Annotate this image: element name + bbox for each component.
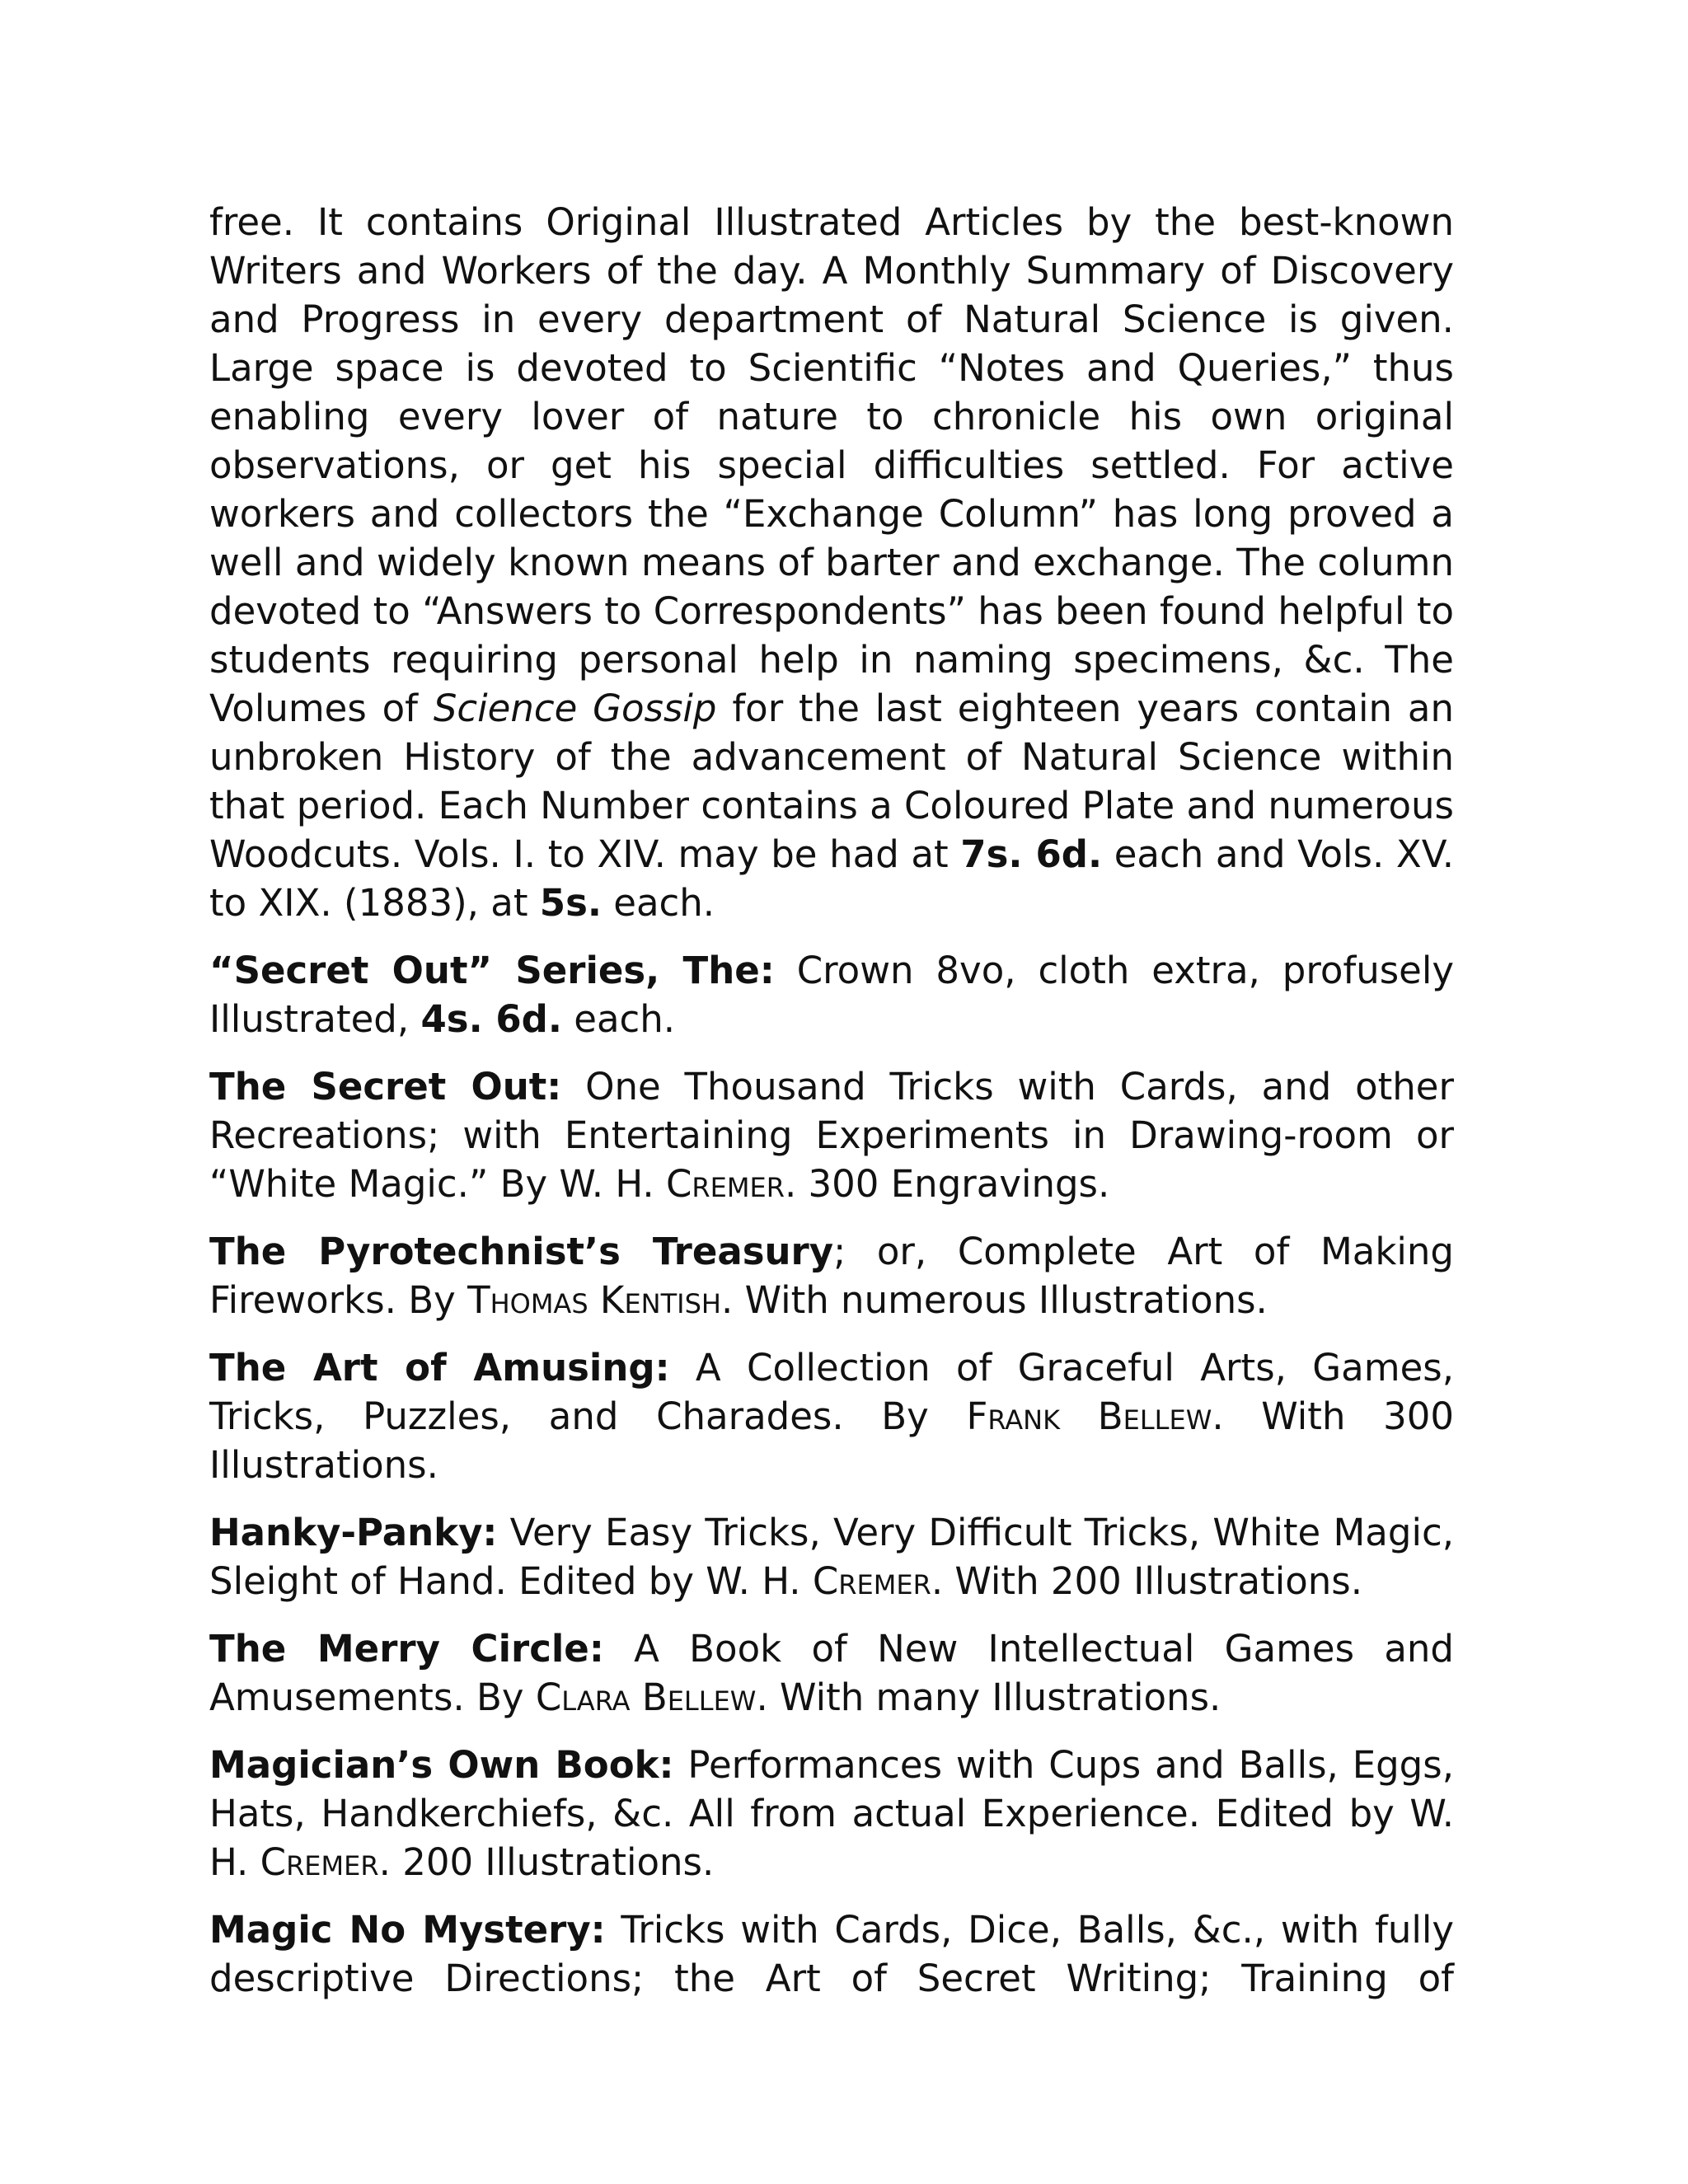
- entry-title: “Secret Out” Series, The:: [209, 949, 775, 992]
- entry-text: each.: [561, 997, 676, 1041]
- entry-title: Magic No Mystery:: [209, 1908, 606, 1952]
- entry-author: Frank Bellew: [966, 1394, 1212, 1438]
- price: 4s. 6d.: [420, 997, 562, 1041]
- entry-text: A Collection of Graceful Arts, Games, Tricks, Puzzles, and Charades. By: [209, 1346, 1455, 1438]
- entry-title: The Secret Out:: [209, 1065, 562, 1108]
- entry-text: Very Easy Tricks, Very Difficult Tricks, White Magic, Sleight of Hand. Edited by: [209, 1511, 1454, 1603]
- entry-text: . With numerous Illustrations.: [720, 1278, 1268, 1322]
- entry-text: Tricks with Cards, Dice, Balls, &c., with fully descriptive Directions; the Art of Secret Writing; Training of: [209, 1908, 1454, 2000]
- entry-author: W. H. Cremer: [209, 1792, 1454, 1884]
- entry-text: Crown 8vo, cloth extra, profusely Illustrated,: [209, 949, 1454, 1041]
- entry-text: . With 200 Illustrations.: [931, 1559, 1363, 1603]
- entry-title: The Art of Amusing:: [209, 1346, 670, 1390]
- intro-text: for the last eighteen years contain an unbroken History of the advancement of Natural Science within that period. Each Number contains a Coloured Plate and numerous Woodcuts. Vols. I. to XIV. may be had at: [209, 687, 1454, 876]
- intro-text: each.: [601, 881, 715, 925]
- entry-title: The Pyrotechnist’s Treasury: [209, 1230, 834, 1273]
- entry-author: Thomas Kentish: [467, 1278, 721, 1322]
- catalog-entry: [209, 1227, 1454, 1324]
- catalog-entry: [209, 1508, 1454, 1605]
- catalog-entry: [209, 1343, 1454, 1489]
- entry-author: W. H. Cremer: [706, 1559, 931, 1603]
- intro-text: each and Vols. XV. to XIX. (1883), at: [209, 832, 1454, 925]
- entry-text: . With 300 Illustrations.: [209, 1394, 1454, 1487]
- page-text: [209, 198, 1454, 2022]
- entry-text: ; or, Complete Art of Making Fireworks. By: [209, 1230, 1454, 1322]
- catalog-entry: [209, 946, 1454, 1043]
- intro-text: free. It contains Original Illustrated Articles by the best-known Writers and Workers of the day. A Monthly Summary of Discovery and Progress in every department of Natural Science is given. Large space is devoted to Scientific “Notes and Queries,” thus enabling every lover of nature to chronicle his own original observations, or get his special difficulties settled. For active workers and collectors the “Exchange Column” has long proved a well and widely known means of barter and exchange. The column devoted to “Answers to Correspondents” has been found helpful to students requiring personal help in naming specimens, &c. The Volumes of: [209, 200, 1454, 730]
- entry-author: W. H. Cremer: [559, 1162, 785, 1206]
- intro-paragraph: [209, 198, 1454, 927]
- catalog-entry: [209, 1062, 1454, 1208]
- catalog-entry: [209, 1905, 1454, 2003]
- entry-title: The Merry Circle:: [209, 1627, 604, 1671]
- price: 7s. 6d.: [960, 832, 1103, 876]
- entry-text: One Thousand Tricks with Cards, and other Recreations; with Entertaining Experiments in Drawing-room or “White Magic.” By: [209, 1065, 1454, 1206]
- entry-text: A Book of New Intellectual Games and Amusements. By: [209, 1627, 1454, 1719]
- periodical-title: Science Gossip: [433, 687, 717, 730]
- entry-text: . 300 Engravings.: [784, 1162, 1110, 1206]
- catalog-entry: [209, 1624, 1454, 1722]
- entry-text: Performances with Cups and Balls, Eggs, Hats, Handkerchiefs, &c. All from actual Experience. Edited by: [209, 1743, 1454, 1835]
- entry-title: Magician’s Own Book:: [209, 1743, 674, 1787]
- entry-author: Clara Bellew: [535, 1675, 757, 1719]
- entry-text: . 200 Illustrations.: [378, 1840, 715, 1884]
- price: 5s.: [539, 881, 602, 925]
- catalog-entry: [209, 1741, 1454, 1886]
- entry-title: Hanky-Panky:: [209, 1511, 498, 1554]
- entry-text: . With many Illustrations.: [756, 1675, 1221, 1719]
